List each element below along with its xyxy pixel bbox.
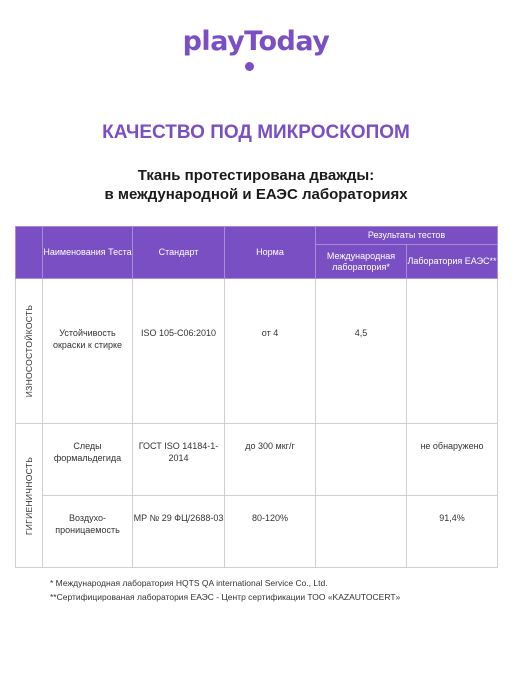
logo-dot xyxy=(245,62,254,71)
footnotes xyxy=(50,576,400,604)
group-text-hygiene: ГИГИЕНИЧНОСТЬ xyxy=(24,456,34,535)
cell-standard: МР № 29 ФЦ/2688-03 xyxy=(133,496,225,568)
group-label-hygiene xyxy=(16,424,43,568)
cell-eaeu-result xyxy=(407,279,498,424)
cell-standard: ISO 105-C06:2010 xyxy=(133,279,225,424)
header-eaeu-lab: Лаборатория ЕАЭС** xyxy=(407,245,498,279)
cell-eaeu-result: не обнаружено xyxy=(407,424,498,496)
cell-test-name: Следы формальдегида xyxy=(43,424,133,496)
header-standard: Стандарт xyxy=(133,227,225,279)
subtitle-line-1: Ткань протестирована дважды: xyxy=(137,167,375,184)
header-norm: Норма xyxy=(225,227,316,279)
cell-intl-result: 4,5 xyxy=(316,279,407,424)
header-results-group: Результаты тестов xyxy=(316,227,498,245)
cell-intl-result xyxy=(316,496,407,568)
cell-test-name: Устойчивость окраски к стирке xyxy=(43,279,133,424)
cell-standard: ГОСТ ISO 14184-1-2014 xyxy=(133,424,225,496)
cell-norm: 80-120% xyxy=(225,496,316,568)
cell-intl-result xyxy=(316,424,407,496)
cell-norm: от 4 xyxy=(225,279,316,424)
subtitle xyxy=(0,166,512,204)
footnote-eaeu: **Сертифицированая лаборатория ЕАЭС - Центр сертификации ТОО «KAZAUTOCERT» xyxy=(50,592,401,602)
test-results-table xyxy=(15,226,498,568)
group-text-wear: ИЗНОСОСТОЙКОСТЬ xyxy=(24,304,34,398)
header-corner xyxy=(16,227,43,279)
brand-logo: playToday xyxy=(182,26,330,57)
header-intl-lab: Международная лаборатория* xyxy=(316,245,407,279)
table-row xyxy=(16,279,498,424)
table-row xyxy=(16,496,498,568)
footnote-intl: * Международная лаборатория HQTS QA international Service Co., Ltd. xyxy=(50,578,328,588)
table-row xyxy=(16,424,498,496)
cell-norm: до 300 мкг/г xyxy=(225,424,316,496)
cell-eaeu-result: 91,4% xyxy=(407,496,498,568)
group-label-wear xyxy=(16,279,43,424)
header-test-name: Наименования Теста xyxy=(43,227,133,279)
page-headline: КАЧЕСТВО ПОД МИКРОСКОПОМ xyxy=(102,122,410,143)
cell-test-name: Воздухо-проницаемость xyxy=(43,496,133,568)
subtitle-line-2: в международной и ЕАЭС лабораториях xyxy=(104,186,408,203)
